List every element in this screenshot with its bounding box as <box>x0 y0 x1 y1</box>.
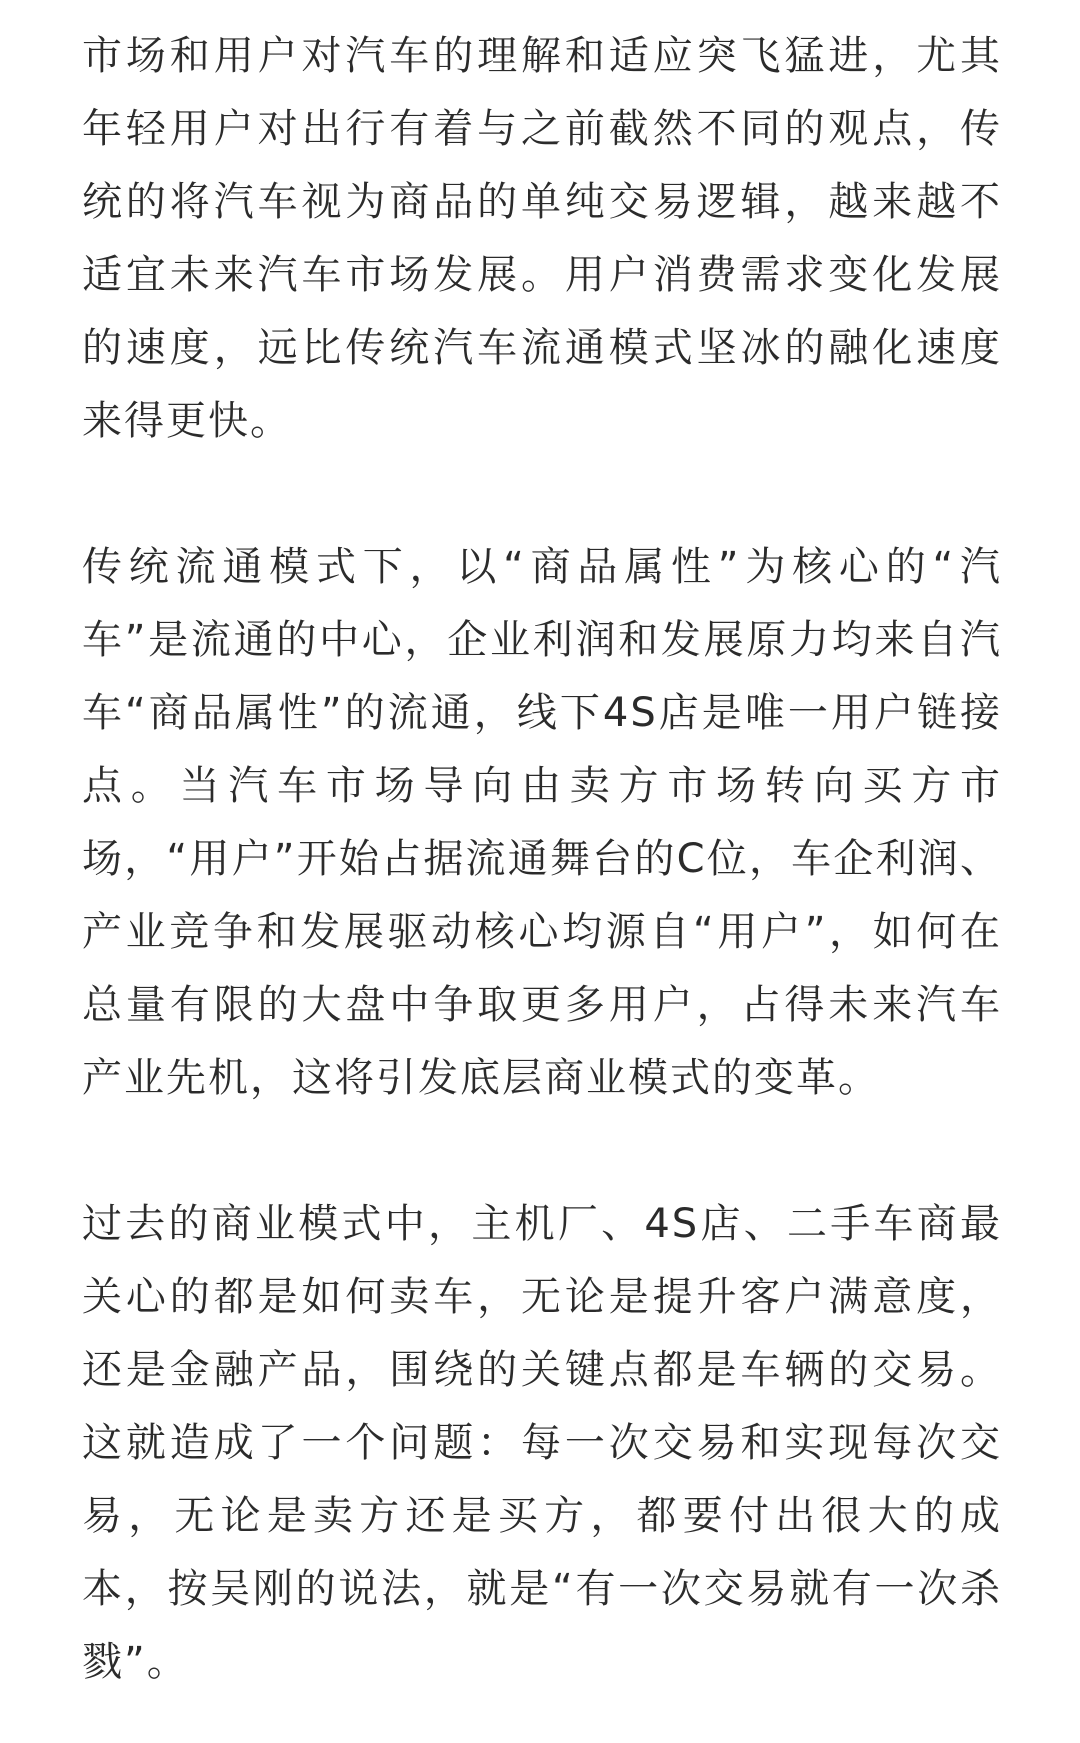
paragraph-3: 过去的商业模式中，主机厂、4S店、二手车商最关心的都是如何卖车，无论是提升客户满意度，还是金融产品，围绕的关键点都是车辆的交易。这就造成了一个问题：每一次交易和实现每次交易，无论是卖方还是买方，都要付出很大的成本，按吴刚的说法，就是“有一次交易就有一次杀戮”。 <box>82 1201 1002 1685</box>
paragraph-2: 传统流通模式下，以“商品属性”为核心的“汽车”是流通的中心，企业利润和发展原力均来自汽车“商品属性”的流通，线下4S店是唯一用户链接点。当汽车市场导向由卖方市场转向买方市场，“用户”开始占据流通舞台的C位，车企利润、产业竞争和发展驱动核心均源自“用户”，如何在总量有限的大盘中争取更多用户，占得未来汽车产业先机，这将引发底层商业模式的变革。 <box>82 544 1002 1101</box>
paragraph-1: 市场和用户对汽车的理解和适应突飞猛进，尤其年轻用户对出行有着与之前截然不同的观点，传统的将汽车视为商品的单纯交易逻辑，越来越不适宜未来汽车市场发展。用户消费需求变化发展的速度，远比传统汽车流通模式坚冰的融化速度来得更快。 <box>82 33 1002 444</box>
article-body <box>82 20 1002 1699</box>
